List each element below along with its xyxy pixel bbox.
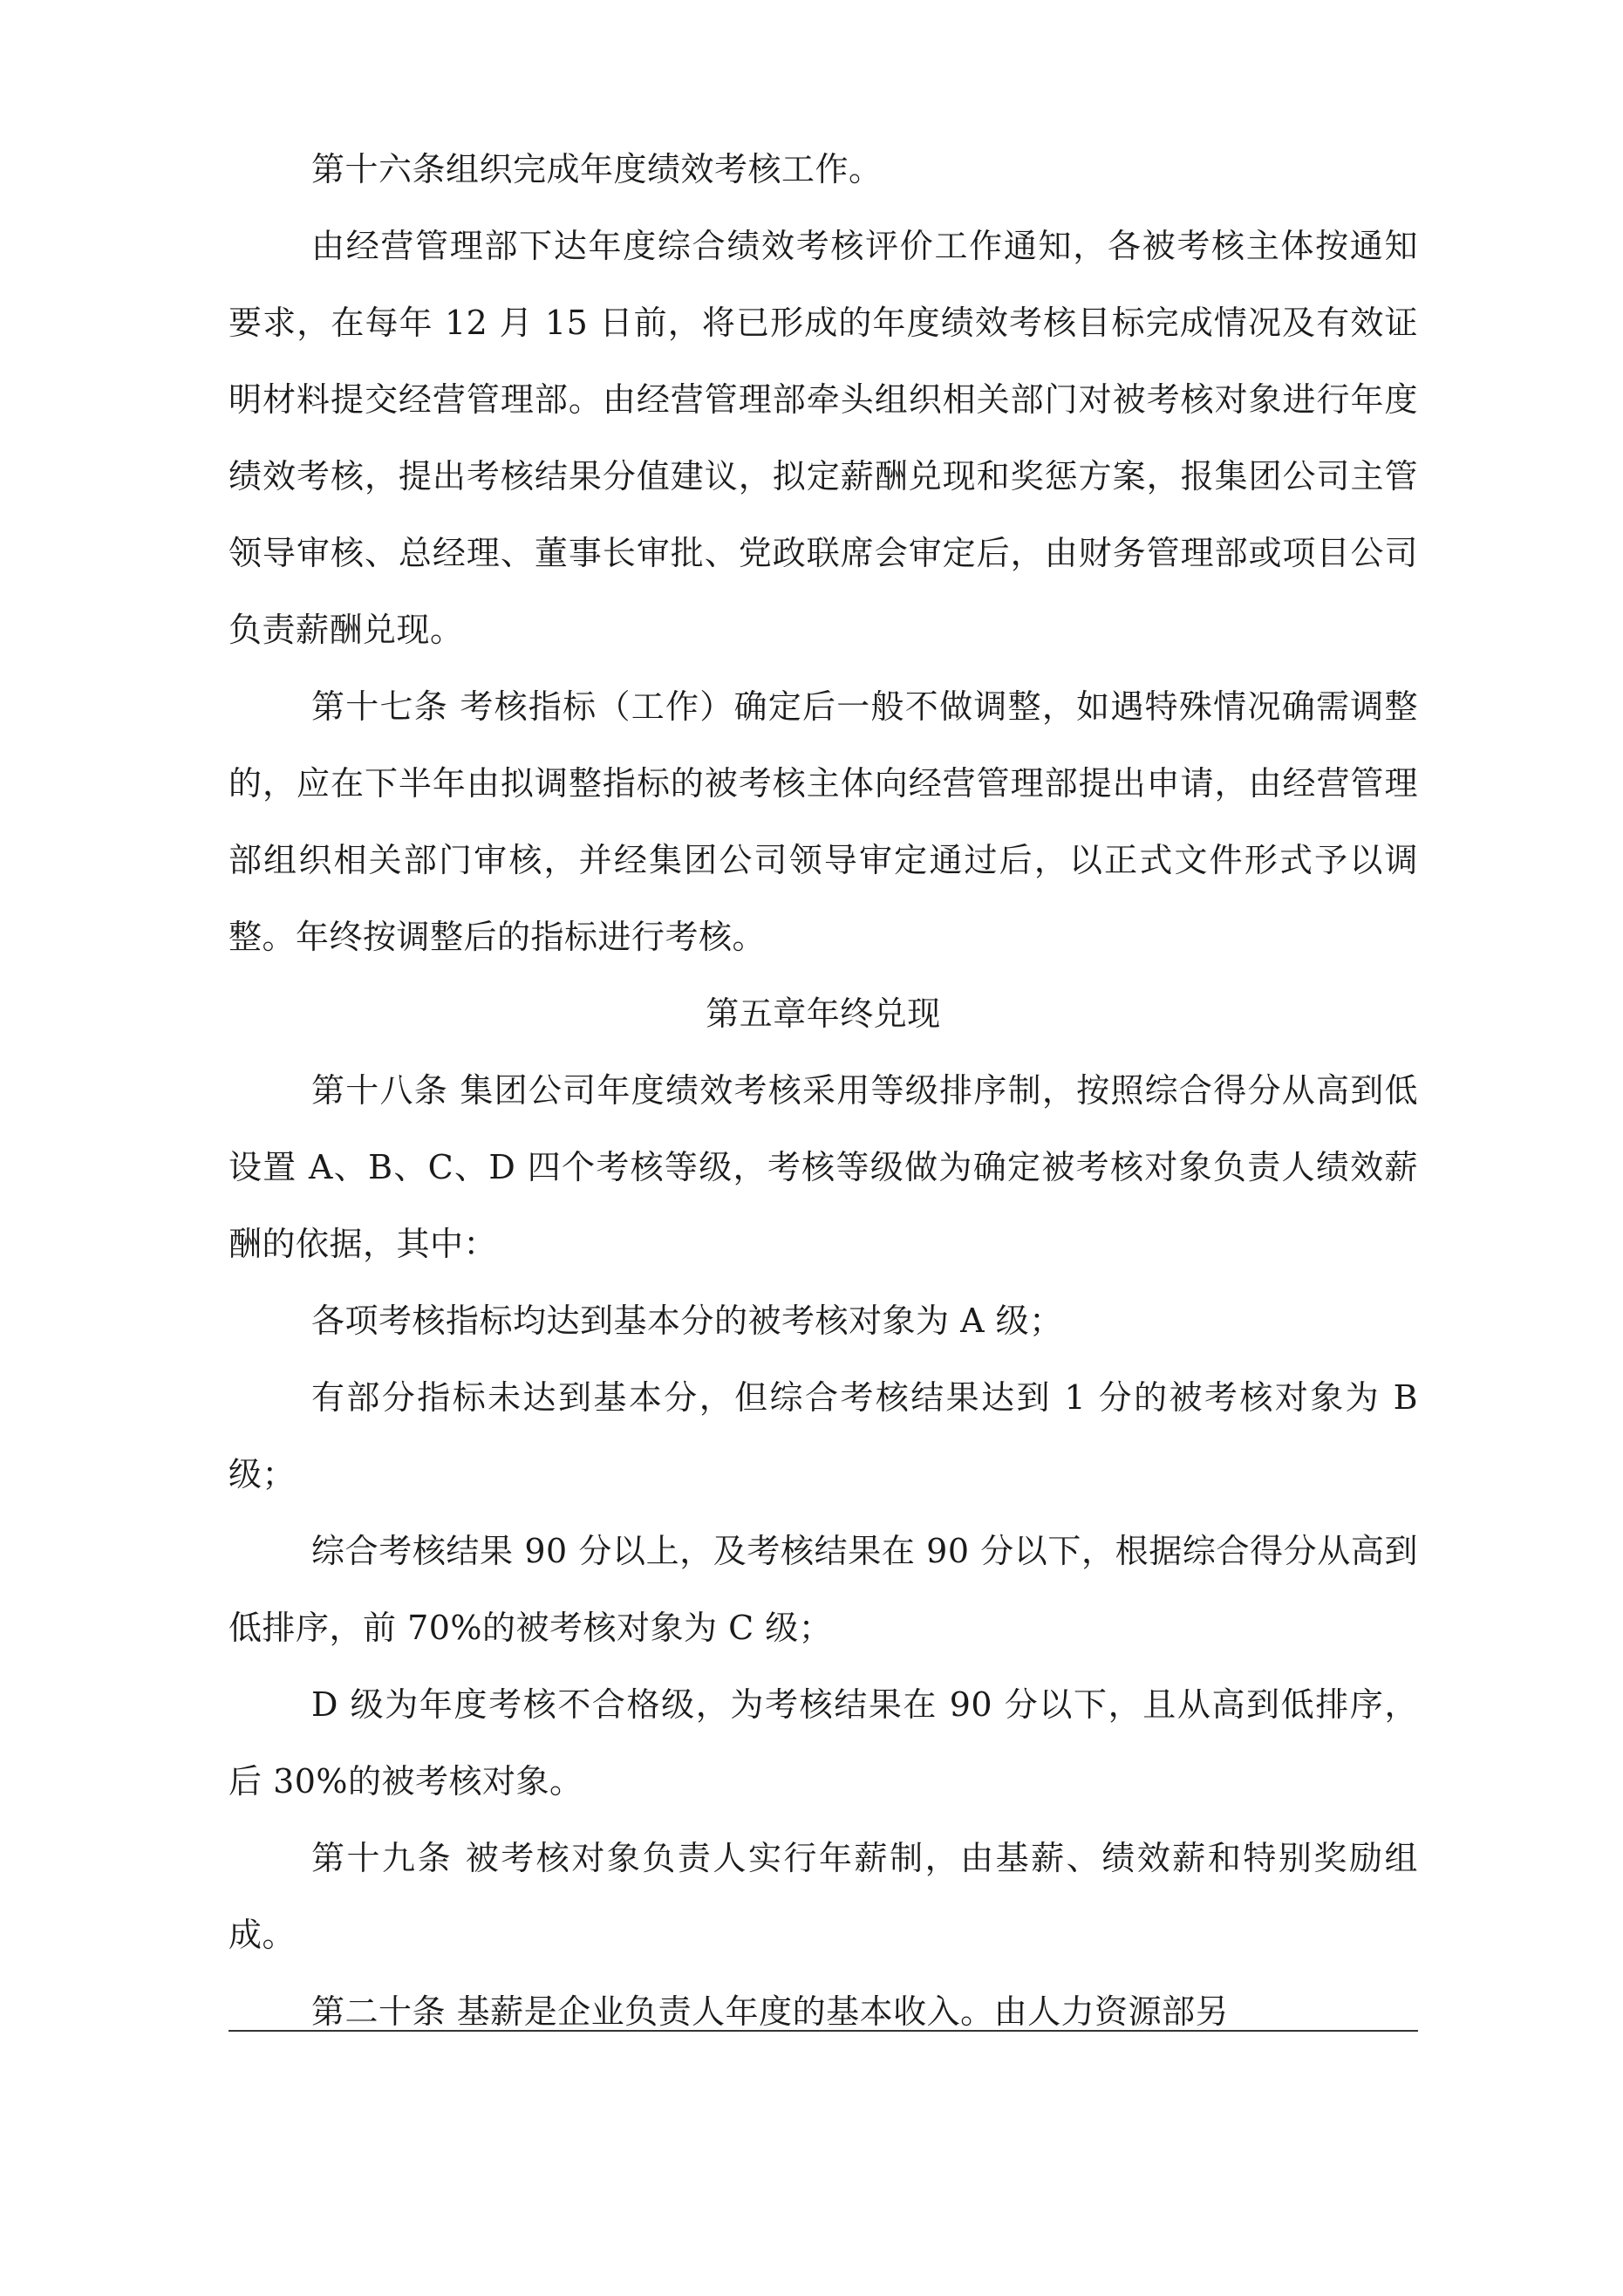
article-18: 第十八条 集团公司年度绩效考核采用等级排序制，按照综合得分从高到低设置 A、B、C、D 四个考核等级，考核等级做为确定被考核对象负责人绩效薪酬的依据，其中： — [228, 1071, 1418, 1263]
grade-a-rule: 各项考核指标均达到基本分的被考核对象为 A 级； — [311, 1302, 1063, 1340]
grade-b-rule: 有部分指标未达到基本分，但综合考核结果达到 1 分的被考核对象为 B 级； — [228, 1378, 1418, 1493]
article-20: 第二十条 基薪是企业负责人年度的基本收入。由人力资源部另 — [311, 1992, 1230, 2031]
article-16-body: 由经营管理部下达年度综合绩效考核评价工作通知，各被考核主体按通知要求，在每年 12 月 15 日前，将已形成的年度绩效考核目标完成情况及有效证明材料提交经营管理部。由经营管理部牵头组织相关部门对被考核对象进行年度绩效考核，提出考核结果分值建议，拟定薪酬兑现和奖惩方案，报集团公司主管领导审核、总经理、董事长审批、党政联席会审定后，由财务管理部或项目公司负责薪酬兑现。 — [228, 227, 1418, 649]
grade-c-rule: 综合考核结果 90 分以上，及考核结果在 90 分以下，根据综合得分从高到低排序，前 70%的被考核对象为 C 级； — [228, 1532, 1418, 1647]
article-16-title: 第十六条组织完成年度绩效考核工作。 — [311, 150, 883, 188]
document-body — [228, 131, 1418, 2050]
article-17: 第十七条 考核指标（工作）确定后一般不做调整，如遇特殊情况确需调整的，应在下半年由拟调整指标的被考核主体向经营管理部提出申请，由经营管理部组织相关部门审核，并经集团公司领导审定通过后，以正式文件形式予以调整。年终按调整后的指标进行考核。 — [228, 687, 1418, 956]
grade-d-rule: D 级为年度考核不合格级，为考核结果在 90 分以下，且从高到低排序，后 30%的被考核对象。 — [228, 1685, 1418, 1801]
chapter-heading: 第五章年终兑现 — [706, 994, 941, 1033]
article-19: 第十九条 被考核对象负责人实行年薪制，由基薪、绩效薪和特别奖励组成。 — [228, 1839, 1418, 1954]
footer-divider — [228, 2030, 1418, 2032]
